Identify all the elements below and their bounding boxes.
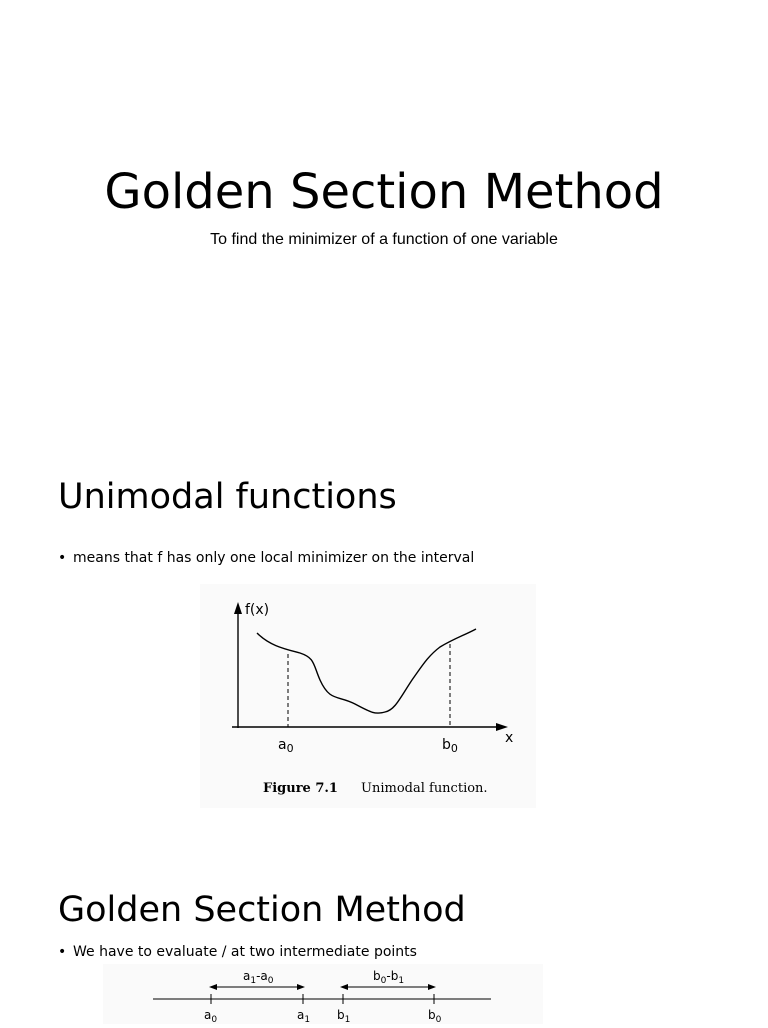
a0-point-label: $a_0$ [204, 1008, 218, 1024]
golden-section-figure [103, 964, 543, 1024]
unimodal-bullet [58, 549, 474, 567]
golden-section-heading: Golden Section Method [58, 890, 466, 930]
slide-title: Golden Section Method [104, 164, 664, 220]
a0-label: $a_0$ [278, 737, 294, 755]
b0-point-label: $b_0$ [428, 1008, 442, 1024]
right-arrow-head-left [340, 984, 348, 990]
slide-subtitle: To find the minimizer of a function of one variable [210, 231, 558, 248]
unimodal-figure [200, 584, 536, 808]
x-axis-label: x [505, 730, 514, 746]
y-axis-label: f(x) [245, 602, 270, 618]
a1-point-label: $a_1$ [297, 1008, 311, 1024]
bullet-dot: • [58, 944, 67, 960]
unimodal-heading: Unimodal functions [58, 477, 397, 517]
unimodal-bullet-text: means that f has only one local minimizer on the interval [73, 550, 475, 566]
right-span-label: $b_0-b_1$ [373, 969, 405, 986]
left-arrow-head-right [297, 984, 305, 990]
left-span-label: $a_1-a_0$ [243, 969, 274, 986]
left-arrow-head-left [209, 984, 217, 990]
b0-label: $b_0$ [442, 737, 458, 755]
golden-section-bullet [58, 943, 417, 961]
golden-section-diagram [103, 964, 543, 1024]
golden-section-bullet-text: We have to evaluate / at two intermediate points [73, 944, 417, 960]
figure-caption-text: Unimodal function. [361, 781, 488, 796]
bullet-dot: • [58, 550, 67, 566]
unimodal-graph [200, 584, 536, 808]
y-axis-arrow [234, 602, 242, 614]
unimodal-curve [257, 629, 476, 713]
figure-caption-number: Figure 7.1 [263, 781, 338, 796]
b1-point-label: $b_1$ [337, 1008, 351, 1024]
right-arrow-head-right [428, 984, 436, 990]
